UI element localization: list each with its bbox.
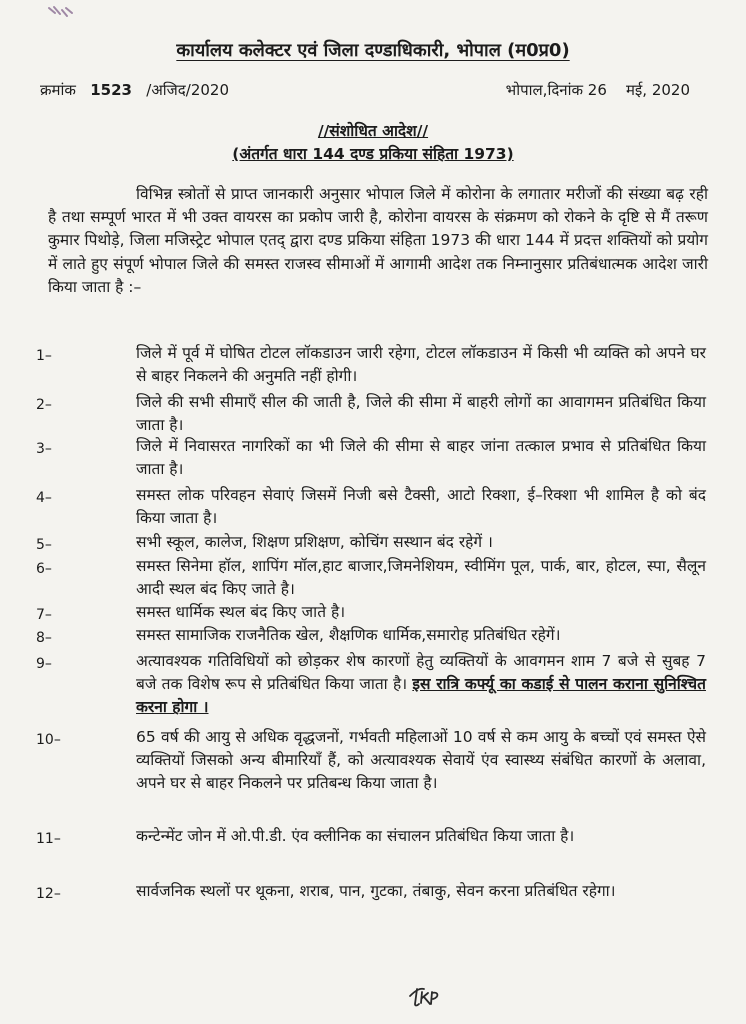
item-number: 2– <box>36 397 52 413</box>
item-text: समस्त लोक परिवहन सेवाएं जिसमें निजी बसे टैक्सी, आटो रिक्श‍ा, ई–रिक्शा भी शामिल है को बंद किया जाता है। <box>136 486 706 528</box>
intro-paragraph: विभिन्न स्त्रोतों से प्राप्त जानकारी अनुसार भोपाल जिले में कोरोना के लगातार मरीजों की संख्या बढ़ रही है तथा सम्पूर्ण भारत में भी उक्त वायरस का प्रकोप जारी है, कोरोना वायरस के संक्रमण को रोकने के दृष्टि से मैं तरूण कुमार पिथोड़े, जिला मजिस्ट्रेट भोपाल एतद् द्वारा दण्ड प्रकिया संहिता 1973 की धारा 144 में प्रदत्त शक्तियों को प्रयोग में लाते हुए संपूर्ण भोपाल जिले की समस्त राजस्व सीमाओं में आगामी आदेश तक निम्नानुसार प्रतिबंधात्मक आदेश जारी किया जाता है :– <box>48 185 708 296</box>
reference-num: 1523 <box>90 81 132 99</box>
reference-suffix: /अजिद/2020 <box>146 81 230 99</box>
item-text: समस्त सामाजिक राजनैतिक खेल, शैक्षणिक धार्मिक,समारोह प्रतिबंधित रहेगें। <box>136 626 561 644</box>
order-title: //संशोधित आदेश// <box>317 122 429 140</box>
place-date: भोपाल,दिनांक 26 मई, 2020 <box>505 81 690 99</box>
item-text: कन्टेन्मेंट जोन में ओ.पी.डी. एंव क्लीनिक का संचालन प्रतिबंधित किया जाता है। <box>136 827 575 845</box>
item-number: 8– <box>36 630 52 646</box>
item-text: समस्त सिनेमा हॉल, शापिंग मॉल,हाट बाजार,जिमनेशियम, स्वीमिंग पूल, पार्क, बार, होटल, स्पा, सैलून आदी स्थल बंद किए जाते है। <box>136 557 706 599</box>
item-emphasis: इस रात्रि कर्फ्यू का कडाई से पालन कराना सुनिश्चित करना होगा । <box>136 675 706 717</box>
item-number: 9– <box>36 656 52 672</box>
order-subtitle: (अंतर्गत धारा 144 दण्ड प्रकिया संहिता 1973) <box>232 145 514 163</box>
item-number: 3– <box>36 441 52 457</box>
item-text: जिले की सभी सीमाऍं सील की जाती है, जिले की सीमा में बाहरी लोगों का आवागमन प्रतिबंधित किया जाता है। <box>136 393 706 435</box>
reference-prefix: क्रमांक <box>40 81 76 99</box>
item-number: 7– <box>36 607 52 623</box>
office-title: कार्यालय कलेक्टर एवं जिला दण्डाधिकारी, भोपाल (म0प्र0) <box>176 40 570 61</box>
item-number: 1– <box>36 348 52 364</box>
item-text: जिले में निवासरत नागरिकों का भी जिले की सीमा से बाहर जांना तत्काल प्रभाव से प्रतिबंधित किया जाता है। <box>136 437 706 479</box>
item-text-body: अत्यावश्यक गतिविधियों को छोड़कर शेष कारणों हेतु व्यक्तियों के आवगमन शाम 7 बजे से सुबह 7 बजे तक विशेष रूप से प्रतिबंधित किया जाता है। <box>136 652 706 694</box>
item-number: 6– <box>36 561 52 577</box>
item-text: सभी स्कूल, कालेज, शिक्षण प्रशिक्षण, कोचिंग सस्थान बंद रहेगें । <box>136 533 493 551</box>
item-text: 65 वर्ष की आयु से अधिक वृद्धजनों, गर्भवती महिलाओं 10 वर्ष से कम आयु के बच्चों एवं समस्त ऐसे व्यक्तियों जिसको अन्य बीमारियॉं हैं, को अत्यावश्यक सेवायें एंव स्वास्थ्य संबंधित कारणों के अलावा, अपने घर से बाहर निकलने पर प्रतिबन्ध किया जाता है। <box>136 728 706 793</box>
item-number: 12– <box>36 886 61 902</box>
item-text: समस्त धार्मिक स्थल बंद किए जाते है। <box>136 603 346 621</box>
item-number: 10– <box>36 732 61 748</box>
item-text: जिले में पूर्व में घोषित टोटल लॉकडाउन जारी रहेगा, टोटल लॉकडाउन में किसी भी व्यक्ति को अपने घर से बाहर निकलने की अनुमति नहीं होगी। <box>136 344 706 386</box>
item-number: 4– <box>36 490 52 506</box>
item-number: 11– <box>36 831 61 847</box>
item-text <box>136 650 706 720</box>
item-text: सार्वजनिक स्थलों पर थूकना, शराब, पान, गुटका, तंबाकु, सेवन करना प्रतिबंधित रहेगा। <box>136 882 616 900</box>
signature-initials <box>406 982 450 1012</box>
item-number: 5– <box>36 537 52 553</box>
